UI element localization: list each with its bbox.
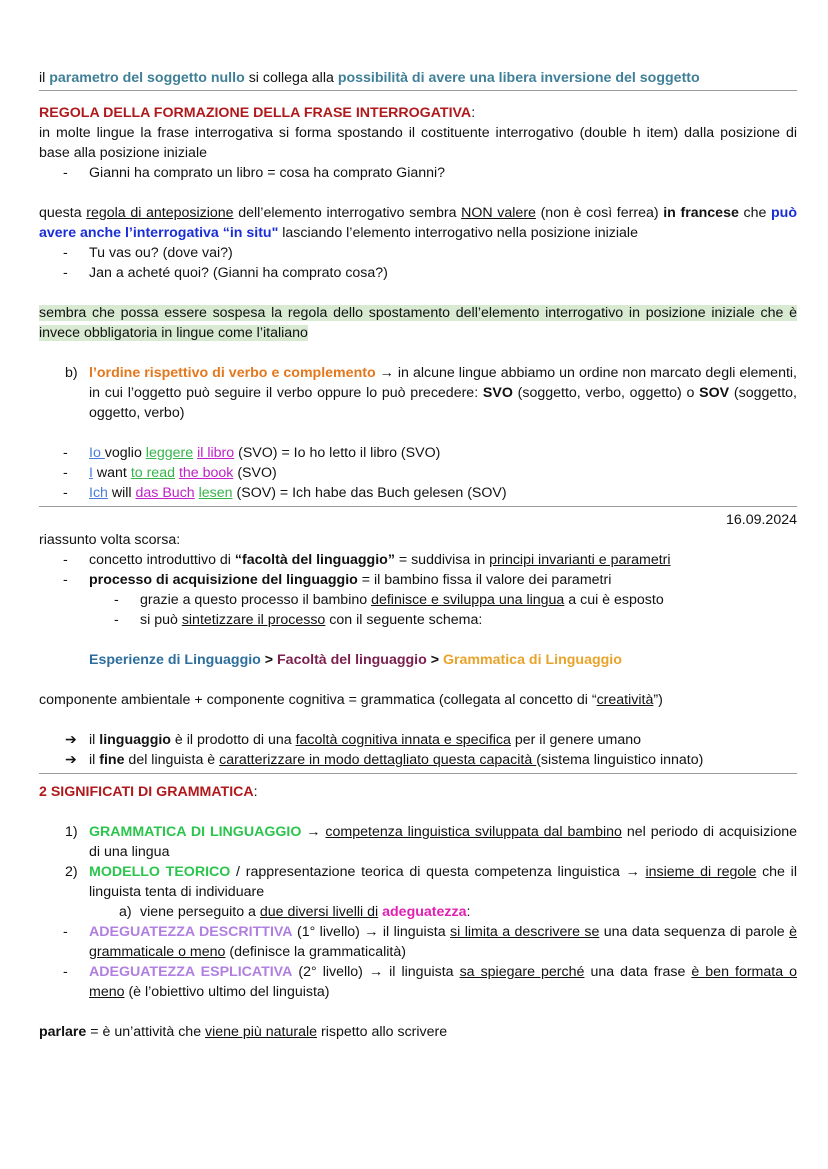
schema-step: Esperienze di Linguaggio [89,652,261,668]
notes-page [39,68,797,1042]
text: lasciando l’elemento interrogativo nella posizione iniziale [278,225,638,241]
schema-step: Facoltà del linguaggio [277,652,427,668]
text: : [253,784,258,800]
subject-word: I [89,465,93,481]
text: (non è così ferrea) [535,205,664,221]
text: si collega alla [244,70,338,86]
subject-word: Ich [89,485,108,501]
bold-text: “facoltà del linguaggio” [234,552,395,568]
subject-word: Io [89,445,105,461]
bold-text: processo di acquisizione del linguaggio [89,572,358,588]
list-marker: b) [65,365,78,381]
text: con il seguente schema: [325,612,483,628]
text: nel periodo di acquisizione di una lingua [89,824,797,860]
meanings-heading [39,782,797,802]
text: / rappresentazione teorica di questa competenza linguistica → [230,864,646,880]
bold-text: in francese [663,205,739,221]
underlined-text: sintetizzare il processo [181,612,326,628]
underlined-text: definisce e sviluppa una lingua [371,592,565,608]
date-label: 16.09.2024 [725,512,797,528]
sub-list-item [39,590,797,610]
list-item [39,922,797,962]
highlight-term: adeguatezza [382,904,467,920]
rule-body: in molte lingue la frase interrogativa si forma spostando il costituente interrogativo (double h item) dalla posizione di base alla posizione iniziale [39,125,797,161]
text: viene perseguito a [140,904,260,920]
underlined-text: viene più naturale [205,1024,318,1040]
divider [39,90,797,91]
text: del linguista è [124,752,220,768]
text: il [89,732,100,748]
bold-text: SOV [699,385,730,401]
underlined-text: caratterizzare in modo dettagliato questa capacità [219,752,537,768]
text: : [471,105,476,121]
text: è il prodotto di una [170,732,296,748]
text: il [89,752,100,768]
object-word: das Buch [135,485,195,501]
text: che [738,205,772,221]
list-item: - Gianni ha comprato un libro = cosa ha comprato Gianni? [39,163,797,183]
underlined-text: è grammaticale o meno [89,924,797,960]
schema-line [39,650,797,670]
list-item: - Jan a acheté quoi? (Gianni ha comprato cosa?) [39,263,797,283]
underlined-text: due diversi livelli di [259,904,379,920]
text: componente ambientale + componente cognitiva = grammatica (collegata al concetto di “ [39,692,597,708]
text: (soggetto, verbo, oggetto) o [512,385,700,401]
text: ”) [653,692,663,708]
text: si può [140,612,182,628]
list-marker: a) [119,904,132,920]
highlight-term: può avere anche l’interrogativa “in situ" [39,205,798,241]
underlined-text: principi invarianti e parametri [489,552,671,568]
arrow-item [39,750,797,770]
text: il [39,70,50,86]
text: (2° livello) → il linguista [292,964,460,980]
text: voglio [104,445,146,461]
verb-word: lesen [198,485,233,501]
text: una data frase [584,964,692,980]
text: want [92,465,131,481]
underlined-text: è ben formata o meno [89,964,798,1000]
bold-text: fine [99,752,125,768]
underlined-text: facoltà cognitiva innata e specifica [295,732,511,748]
text: che il linguista tenta di individuare [89,864,797,900]
underlined-text: insieme di regole [645,864,757,880]
text: (sistema linguistico innato) [536,752,704,768]
highlight-term: possibilità di avere una libera inversione del soggetto [337,70,700,86]
arrow-icon: ➔ [65,752,77,768]
highlighted-text: sembra che possa essere sospesa la regola dello spostamento dell’elemento interrogativo in posizione iniziale che è invece obbligatoria in lingue come l’italiano [39,305,797,341]
example-english [39,463,797,483]
schema-separator: > [426,652,443,668]
section-title: REGOLA DELLA FORMAZIONE DELLA FRASE INTERROGATIVA [39,105,472,121]
text: rispetto allo scrivere [317,1024,448,1040]
text: concetto introduttivo di [89,552,235,568]
verb-word: to read [130,465,175,481]
text: (SOV) = Ich habe das Buch gelesen (SOV) [232,485,507,501]
list-marker: 2) [65,864,78,880]
object-word: il libro [197,445,235,461]
subject-parameter-line [39,68,797,88]
underlined-text: NON valere [461,205,536,221]
divider [39,773,797,774]
component-line [39,690,797,710]
text: (SVO) [233,465,277,481]
recap-intro: riassunto volta scorsa: [39,532,181,548]
list-item [39,570,797,590]
highlight-term: ADEGUATEZZA DESCRITTIVA [89,924,293,940]
verb-word: leggere [145,445,194,461]
text: = suddivisa in [394,552,490,568]
highlight-term: l’ordine rispettivo di verbo e complemento [89,365,376,381]
text: (soggetto, oggetto, verbo) [89,385,797,421]
object-word: the book [178,465,234,481]
text: : [466,904,471,920]
underlined-text: si limita a descrivere se [450,924,600,940]
underlined-text: regola di anteposizione [86,205,234,221]
example-german [39,483,797,503]
underlined-text: creatività [596,692,654,708]
bold-text: SVO [482,385,513,401]
text: una data sequenza di parole [599,924,790,940]
text: → in alcune lingue abbiamo un ordine non marcato degli elementi, in cui l’oggetto può seguire il verbo oppure lo può precedere: [89,365,797,401]
insitu-paragraph [39,203,797,243]
section-title: 2 SIGNIFICATI DI GRAMMATICA [39,784,254,800]
highlight-term: ADEGUATEZZA ESPLICATIVA [89,964,293,980]
bold-text: parlare [39,1024,87,1040]
text: (definisce la grammaticalità) [225,944,406,960]
text: → [301,824,326,840]
highlight-term: MODELLO TEORICO [89,864,231,880]
example-italian [39,443,797,463]
arrow-item [39,730,797,750]
text: will [107,485,136,501]
list-item [39,550,797,570]
order-item [39,363,797,423]
text: (1° livello) → il linguista [292,924,451,940]
divider [39,506,797,507]
text: a cui è esposto [564,592,664,608]
highlighted-paragraph [39,303,797,343]
text: dell’elemento interrogativo sembra [233,205,462,221]
rule-heading [39,103,797,123]
sub-list-item [39,610,797,630]
sub-item [39,902,797,922]
text: per il genere umano [510,732,642,748]
arrow-icon: ➔ [65,732,77,748]
text: = il bambino fissa il valore dei parametri [357,572,612,588]
underlined-text: sa spiegare perché [459,964,585,980]
schema-separator: > [260,652,278,668]
list-item [39,962,797,1002]
text: (SVO) = Io ho letto il libro (SVO) [234,445,441,461]
list-item: - Tu vas ou? (dove vai?) [39,243,797,263]
highlight-term: GRAMMATICA DI LINGUAGGIO [89,824,302,840]
underlined-text: competenza linguistica sviluppata dal bambino [325,824,622,840]
text: grazie a questo processo il bambino [140,592,372,608]
text: questa [39,205,87,221]
bold-text: linguaggio [99,732,171,748]
speak-line [39,1022,797,1042]
text: = è un’attività che [86,1024,206,1040]
meaning-item [39,822,797,862]
highlight-term: parametro del soggetto nullo [49,70,245,86]
text: (è l’obiettivo ultimo del linguista) [124,984,330,1000]
list-marker: 1) [65,824,78,840]
schema-step: Grammatica di Linguaggio [442,652,622,668]
meaning-item [39,862,797,902]
